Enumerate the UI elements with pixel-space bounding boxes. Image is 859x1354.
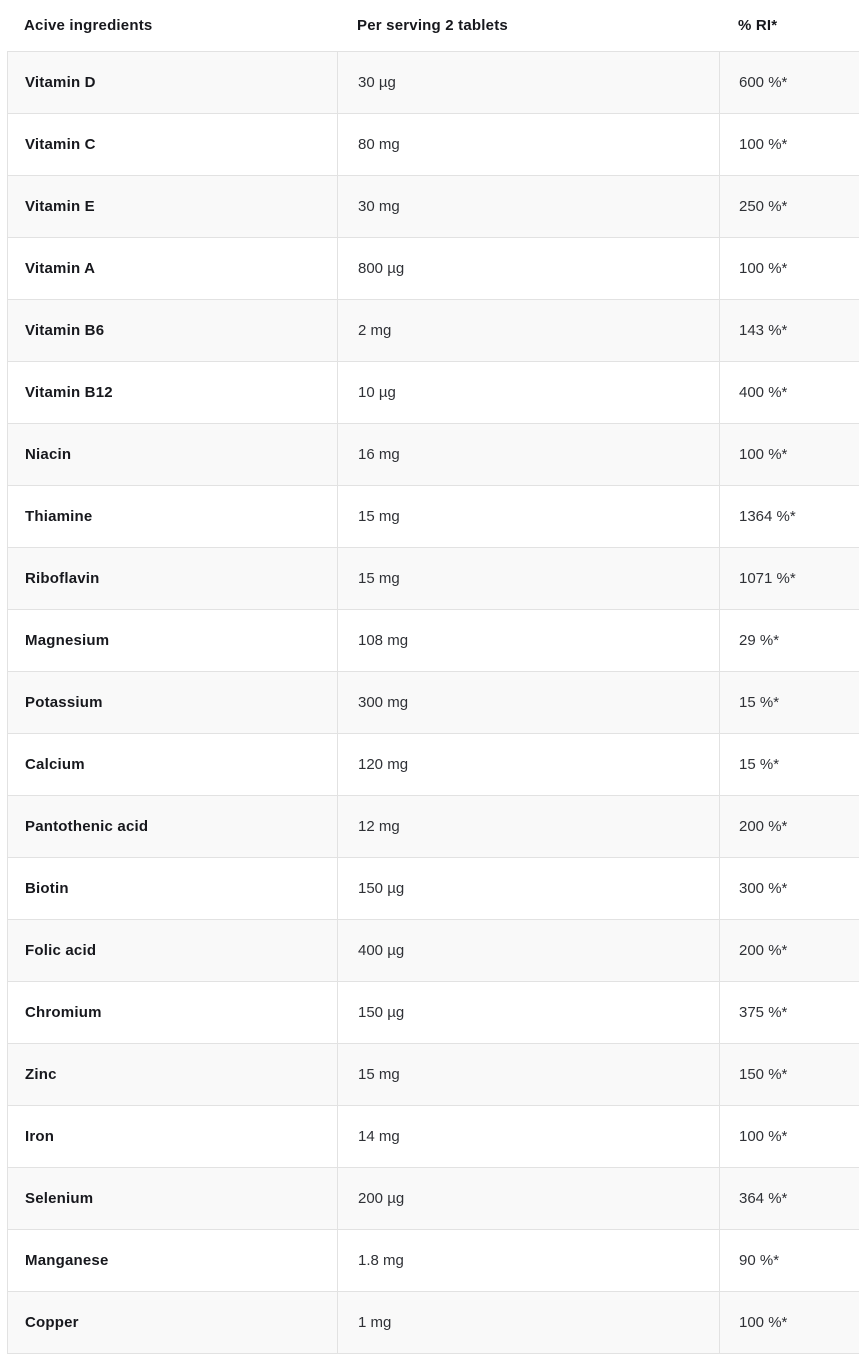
ingredient-name: Calcium [8,734,338,795]
ingredients-panel [7,0,859,1354]
ingredient-ri: 1364 %* [739,508,796,525]
table-row [8,424,859,486]
ingredient-amount: 15 mg [338,1044,720,1105]
table-row [8,734,859,796]
ingredient-amount: 300 mg [338,672,720,733]
table-row [8,300,859,362]
ingredient-name: Manganese [8,1230,338,1291]
ingredient-name: Riboflavin [8,548,338,609]
ingredient-ri: 1071 %* [739,570,796,587]
ingredient-ri: 100 %* [739,446,788,463]
ingredient-amount: 30 µg [338,52,720,113]
table-row [8,672,859,734]
table-row [8,858,859,920]
ingredient-ri: 375 %* [739,1004,788,1021]
header-ri: % RI* [738,17,778,34]
ingredient-amount: 1 mg [338,1292,720,1353]
ingredient-amount: 1.8 mg [338,1230,720,1291]
ingredient-ri: 100 %* [739,1128,788,1145]
table-row [8,238,859,300]
ingredient-amount: 200 µg [338,1168,720,1229]
ingredient-name: Vitamin B12 [8,362,338,423]
table-row [8,486,859,548]
ingredient-ri: 200 %* [739,942,788,959]
ingredient-name: Zinc [8,1044,338,1105]
ingredient-name: Chromium [8,982,338,1043]
ingredient-name: Magnesium [8,610,338,671]
ingredient-name: Vitamin B6 [8,300,338,361]
ingredient-ri: 300 %* [739,880,788,897]
table-row [8,1106,859,1168]
ingredient-name: Vitamin E [8,176,338,237]
ingredient-ri: 150 %* [739,1066,788,1083]
ingredient-name: Thiamine [8,486,338,547]
ingredient-ri: 29 %* [739,632,780,649]
ingredient-amount: 12 mg [338,796,720,857]
ingredient-amount: 120 mg [338,734,720,795]
ingredient-amount: 800 µg [338,238,720,299]
table-row [8,1230,859,1292]
ingredient-ri: 143 %* [739,322,788,339]
ingredient-ri: 200 %* [739,818,788,835]
ingredient-name: Potassium [8,672,338,733]
ingredient-name: Pantothenic acid [8,796,338,857]
table-row [8,548,859,610]
ingredient-amount: 150 µg [338,982,720,1043]
ingredient-ri: 15 %* [739,756,780,773]
ingredient-name: Niacin [8,424,338,485]
ingredient-ri: 15 %* [739,694,780,711]
ingredient-ri: 100 %* [739,1314,788,1331]
table-row [8,52,859,114]
ingredient-amount: 10 µg [338,362,720,423]
ingredient-amount: 16 mg [338,424,720,485]
table-row [8,1292,859,1354]
ingredient-ri: 400 %* [739,384,788,401]
table-row [8,1168,859,1230]
ingredient-amount: 14 mg [338,1106,720,1167]
ingredient-amount: 400 µg [338,920,720,981]
ingredient-amount: 2 mg [338,300,720,361]
ingredient-name: Vitamin A [8,238,338,299]
ingredient-amount: 30 mg [338,176,720,237]
table-row [8,610,859,672]
ingredient-amount: 108 mg [338,610,720,671]
ingredient-ri: 600 %* [739,74,788,91]
header-active-ingredients: Acive ingredients [24,17,153,34]
ingredient-amount: 80 mg [338,114,720,175]
ingredients-table [7,51,859,1354]
table-header [7,0,859,51]
ingredient-amount: 15 mg [338,548,720,609]
ingredient-name: Vitamin D [8,52,338,113]
ingredient-ri: 90 %* [739,1252,780,1269]
header-per-serving: Per serving 2 tablets [357,17,508,34]
ingredient-amount: 150 µg [338,858,720,919]
ingredient-ri: 250 %* [739,198,788,215]
table-row [8,114,859,176]
table-row [8,362,859,424]
ingredient-name: Selenium [8,1168,338,1229]
table-row [8,176,859,238]
ingredient-name: Folic acid [8,920,338,981]
table-row [8,920,859,982]
ingredient-ri: 364 %* [739,1190,788,1207]
ingredient-amount: 15 mg [338,486,720,547]
table-row [8,1044,859,1106]
ingredient-ri: 100 %* [739,260,788,277]
ingredient-name: Copper [8,1292,338,1353]
ingredient-name: Biotin [8,858,338,919]
ingredient-ri: 100 %* [739,136,788,153]
ingredient-name: Vitamin C [8,114,338,175]
ingredient-name: Iron [8,1106,338,1167]
table-row [8,796,859,858]
table-row [8,982,859,1044]
